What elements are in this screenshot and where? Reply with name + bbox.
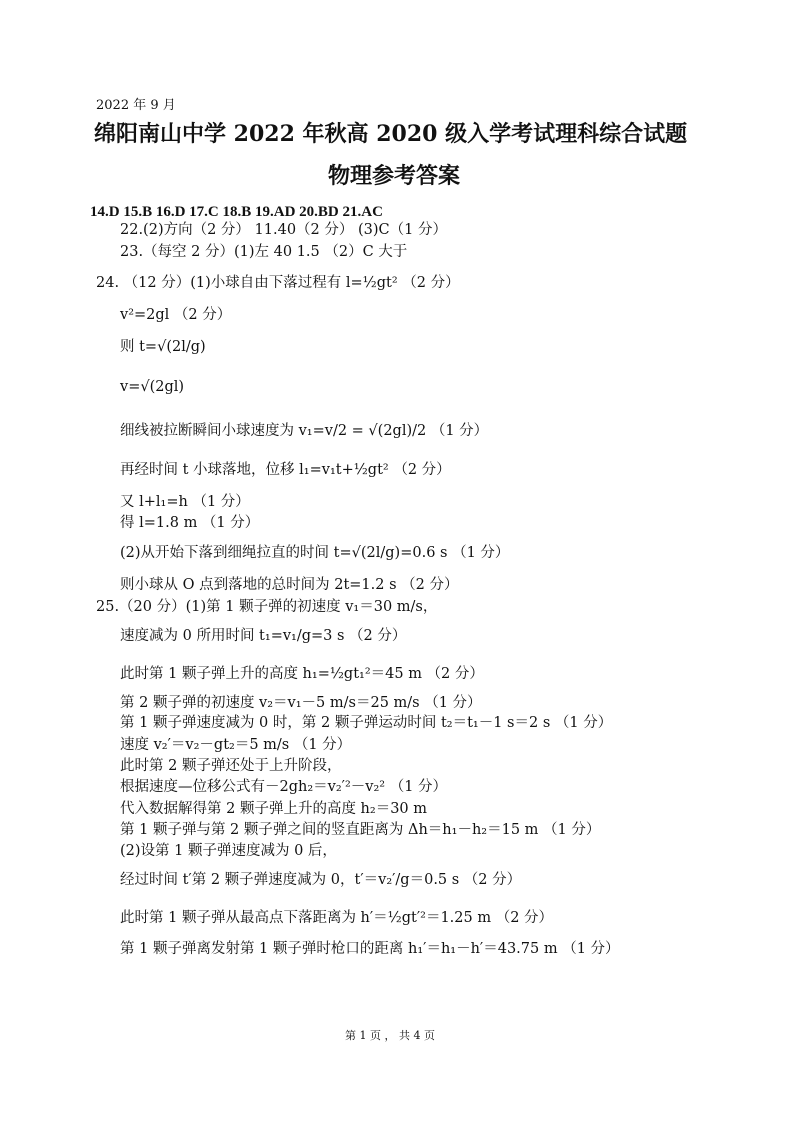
solution-line: 得 l=1.8 m （1 分） — [120, 515, 260, 531]
answer-line-25: 25.（20 分）(1)第 1 颗子弹的初速度 v₁＝30 m/s， — [96, 599, 438, 615]
solution-line: 第 2 颗子弹的初速度 v₂＝v₁－5 m/s＝25 m/s （1 分） — [120, 695, 482, 711]
solution-line: 速度 v₂′＝v₂－gt₂＝5 m/s （1 分） — [120, 737, 352, 753]
answer-line-22: 22.(2)方向（2 分） 11.40（2 分） (3)C（1 分） — [120, 222, 447, 238]
solution-line: 细线被拉断瞬间小球速度为 v₁=v/2 = √(2gl)/2 （1 分） — [120, 423, 489, 439]
page-footer: 第 1 页 ， 共 4 页 — [345, 1029, 435, 1042]
solution-line: 根据速度—位移公式有－2gh₂＝v₂′²－v₂² （1 分） — [120, 779, 448, 795]
solution-line: 第 1 颗子弹离发射第 1 颗子弹时枪口的距离 h₁′＝h₁－h′＝43.75 m （1 分） — [120, 941, 620, 957]
solution-line: 第 1 颗子弹与第 2 颗子弹之间的竖直距离为 Δh＝h₁－h₂＝15 m （1 分） — [120, 822, 601, 838]
solution-line: (2)设第 1 颗子弹速度减为 0 后， — [120, 843, 337, 859]
solution-line: 又 l+l₁=h （1 分） — [120, 494, 250, 510]
solution-line: 第 1 颗子弹速度减为 0 时，第 2 颗子弹运动时间 t₂＝t₁－1 s＝2 s （1 分） — [120, 715, 613, 731]
solution-line: 经过时间 t′第 2 颗子弹速度减为 0，t′＝v₂′/g＝0.5 s （2 分） — [120, 872, 522, 888]
solution-line: 再经时间 t 小球落地，位移 l₁=v₁t+½gt² （2 分） — [120, 462, 451, 478]
solution-line: 此时第 2 颗子弹还处于上升阶段， — [120, 758, 342, 774]
solution-line: 则小球从 O 点到落地的总时间为 2t=1.2 s （2 分） — [120, 577, 459, 593]
exam-title: 绵阳南山中学 2022 年秋高 2020 级入学考试理科综合试题 — [94, 121, 688, 147]
solution-line: 此时第 1 颗子弹上升的高度 h₁=½gt₁²＝45 m （2 分） — [120, 666, 484, 682]
solution-line: 速度减为 0 所用时间 t₁=v₁/g=3 s （2 分） — [120, 628, 407, 644]
solution-line: v=√(2gl) — [120, 379, 185, 395]
answer-key-heading: 物理参考答案 — [328, 163, 461, 189]
solution-line: (2)从开始下落到细绳拉直的时间 t=√(2l/g)=0.6 s （1 分） — [120, 545, 510, 561]
solution-line: 代入数据解得第 2 颗子弹上升的高度 h₂＝30 m — [120, 801, 428, 817]
solution-line: v²=2gl （2 分） — [120, 307, 232, 323]
solution-line: 则 t=√(2l/g) — [120, 339, 206, 355]
exam-date: 2022 年 9 月 — [96, 98, 176, 113]
multiple-choice-answers: 14.D 15.B 16.D 17.C 18.B 19.AD 20.BD 21.AC — [90, 204, 383, 220]
answer-line-23: 23.（每空 2 分）(1)左 40 1.5 （2）C 大于 — [120, 244, 408, 260]
solution-line: 此时第 1 颗子弹从最高点下落距离为 h′＝½gt′²＝1.25 m （2 分） — [120, 910, 554, 926]
answer-line-24: 24. （12 分）(1)小球自由下落过程有 l=½gt² （2 分） — [96, 275, 460, 291]
